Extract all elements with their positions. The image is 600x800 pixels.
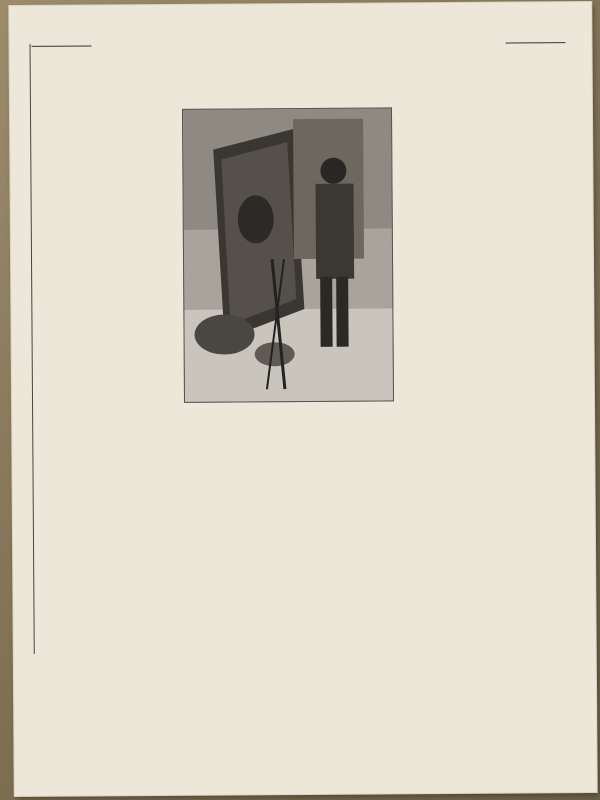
subheading-picasso-tango <box>182 425 302 426</box>
header-rule-right <box>506 42 566 43</box>
header-rule-left <box>32 45 92 46</box>
photo-artist-in-studio <box>182 107 394 402</box>
article-column-4 <box>444 102 583 783</box>
kicker <box>79 38 539 41</box>
newspaper-clipping <box>9 2 597 796</box>
photo-illustration <box>183 108 393 401</box>
article-column-1 <box>34 110 178 716</box>
article-column-3 <box>308 421 446 792</box>
article-column-2 <box>182 422 305 793</box>
headline <box>54 54 574 58</box>
